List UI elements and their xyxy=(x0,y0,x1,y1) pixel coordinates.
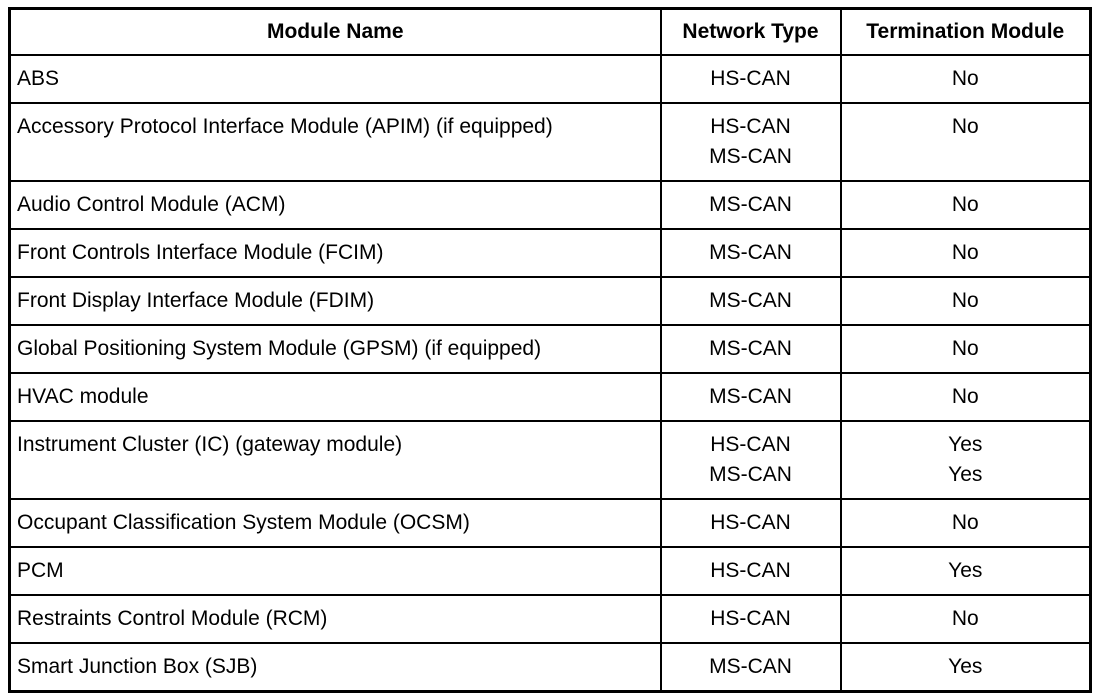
header-network-type: Network Type xyxy=(661,9,841,56)
network-type-cell xyxy=(661,595,841,643)
module-name: Accessory Protocol Interface Module (APIM) (if equipped) xyxy=(17,115,553,138)
termination-module-value: Yes xyxy=(948,655,983,678)
network-type-cell xyxy=(661,643,841,692)
network-type-value: HS-CAN xyxy=(710,115,791,138)
module-network-table xyxy=(8,7,1092,693)
table-header xyxy=(10,9,1091,56)
table-row xyxy=(10,421,1091,499)
module-name-cell xyxy=(10,421,661,499)
header-row xyxy=(10,9,1091,56)
termination-module-value: No xyxy=(951,385,979,408)
module-name: ABS xyxy=(17,67,60,90)
module-name: HVAC module xyxy=(17,385,149,408)
network-type-cell xyxy=(661,277,841,325)
network-type-cell xyxy=(661,499,841,547)
termination-module-cell xyxy=(841,595,1091,643)
termination-module-cell xyxy=(841,499,1091,547)
table-row xyxy=(10,181,1091,229)
module-name: Front Display Interface Module (FDIM) xyxy=(17,289,375,312)
termination-module-value: No xyxy=(951,289,979,312)
table-row xyxy=(10,229,1091,277)
termination-module-value: No xyxy=(951,607,979,630)
termination-module-value: No xyxy=(951,511,979,534)
network-type-value: MS-CAN xyxy=(709,385,792,408)
header-module-name: Module Name xyxy=(10,9,661,56)
table-row xyxy=(10,277,1091,325)
termination-module-cell xyxy=(841,373,1091,421)
module-name-cell xyxy=(10,373,661,421)
network-type-value: HS-CAN xyxy=(710,511,791,534)
network-type-value: MS-CAN xyxy=(709,241,792,264)
network-type-cell xyxy=(661,55,841,103)
network-type-cell xyxy=(661,325,841,373)
module-name-cell xyxy=(10,595,661,643)
module-name-cell xyxy=(10,325,661,373)
module-name: Smart Junction Box (SJB) xyxy=(17,655,258,678)
network-type-cell xyxy=(661,547,841,595)
module-name-cell xyxy=(10,643,661,692)
module-name-cell xyxy=(10,547,661,595)
termination-module-value: No xyxy=(951,67,979,90)
termination-module-value: Yes xyxy=(948,559,983,582)
termination-module-cell xyxy=(841,643,1091,692)
network-type-cell xyxy=(661,181,841,229)
termination-module-value: Yes xyxy=(948,463,983,486)
termination-module-cell xyxy=(841,277,1091,325)
termination-module-cell xyxy=(841,181,1091,229)
module-name: PCM xyxy=(17,559,64,582)
termination-module-value: No xyxy=(951,193,979,216)
network-type-cell xyxy=(661,103,841,181)
network-type-value: MS-CAN xyxy=(709,655,792,678)
network-type-cell xyxy=(661,373,841,421)
table-row xyxy=(10,547,1091,595)
network-type-cell xyxy=(661,421,841,499)
network-type-value: MS-CAN xyxy=(709,289,792,312)
module-name-cell xyxy=(10,181,661,229)
termination-module-value: No xyxy=(951,241,979,264)
table-row xyxy=(10,103,1091,181)
termination-module-cell xyxy=(841,421,1091,499)
network-type-value: HS-CAN xyxy=(710,559,791,582)
module-name: Front Controls Interface Module (FCIM) xyxy=(17,241,384,264)
module-name: Restraints Control Module (RCM) xyxy=(17,607,328,630)
module-name-cell xyxy=(10,277,661,325)
network-type-value: MS-CAN xyxy=(709,145,792,168)
network-type-value: MS-CAN xyxy=(709,337,792,360)
termination-module-value: Yes xyxy=(948,433,983,456)
module-name-cell xyxy=(10,499,661,547)
termination-module-value: No xyxy=(951,115,979,138)
table-row xyxy=(10,643,1091,692)
termination-module-cell xyxy=(841,55,1091,103)
header-termination-module: Termination Module xyxy=(841,9,1091,56)
table-row xyxy=(10,325,1091,373)
module-name: Audio Control Module (ACM) xyxy=(17,193,286,216)
termination-module-cell xyxy=(841,325,1091,373)
table-row xyxy=(10,55,1091,103)
network-type-value: HS-CAN xyxy=(710,433,791,456)
termination-module-cell xyxy=(841,547,1091,595)
module-name-cell xyxy=(10,103,661,181)
network-type-value: MS-CAN xyxy=(709,193,792,216)
termination-module-cell xyxy=(841,103,1091,181)
network-type-value: HS-CAN xyxy=(710,67,791,90)
table-body xyxy=(10,55,1091,692)
network-type-value: HS-CAN xyxy=(710,607,791,630)
network-type-cell xyxy=(661,229,841,277)
table-row xyxy=(10,499,1091,547)
module-name: Instrument Cluster (IC) (gateway module) xyxy=(17,433,403,456)
network-type-value: MS-CAN xyxy=(709,463,792,486)
module-name-cell xyxy=(10,229,661,277)
table-row xyxy=(10,373,1091,421)
module-name: Occupant Classification System Module (OCSM) xyxy=(17,511,470,534)
table-row xyxy=(10,595,1091,643)
termination-module-value: No xyxy=(951,337,979,360)
module-name-cell xyxy=(10,55,661,103)
termination-module-cell xyxy=(841,229,1091,277)
module-name: Global Positioning System Module (GPSM) (if equipped) xyxy=(17,337,542,360)
